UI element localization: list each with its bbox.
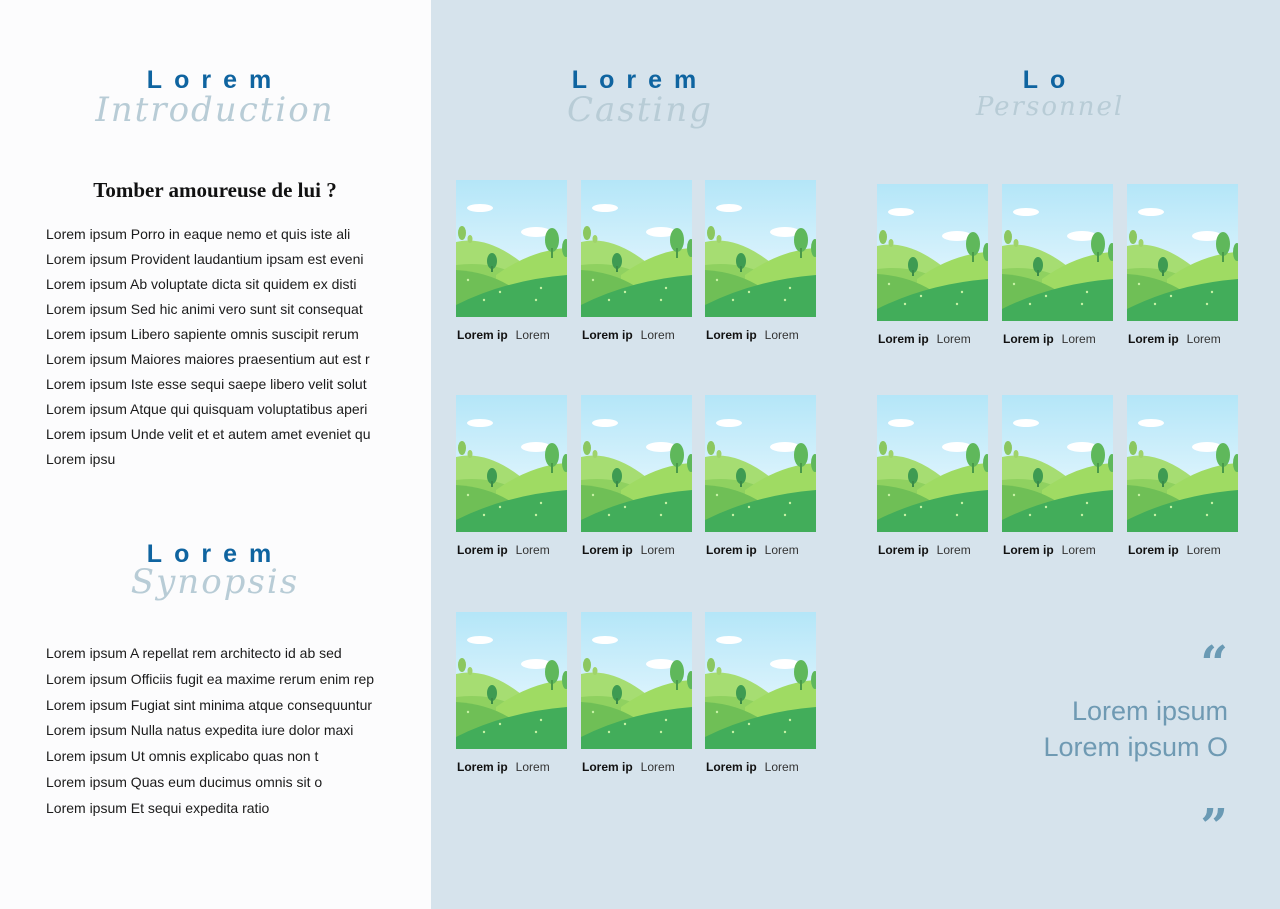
landscape-image [581,612,692,749]
card-name: Lorem ip [706,760,757,774]
landscape-image [581,180,692,317]
personnel-card[interactable] [877,184,988,346]
landscape-image [705,180,816,317]
landscape-image [1002,184,1113,321]
card-name: Lorem ip [878,543,929,557]
card-name: Lorem ip [706,328,757,342]
introduction-heading [95,66,335,130]
quote-line: Lorem ipsum O [1043,732,1228,762]
personnel-card[interactable] [1127,395,1238,557]
text-line: Lorem ipsum Atque qui quisquam voluptatibus aperi [46,401,368,417]
card-role: Lorem [640,328,675,342]
casting-card[interactable] [581,180,692,342]
landscape-image [456,395,567,532]
card-name: Lorem ip [1128,543,1179,557]
left-panel [0,0,431,909]
personnel-card[interactable] [877,395,988,557]
landscape-image [877,184,988,321]
landscape-image [1127,184,1238,321]
personnel-heading [960,66,1140,122]
casting-card[interactable] [705,395,816,557]
landscape-image [456,180,567,317]
synopsis-title: Lorem [146,540,284,568]
landscape-image [1002,395,1113,532]
card-name: Lorem ip [706,543,757,557]
text-line: Lorem ipsum Et sequi expedita ratio [46,799,270,816]
synopsis-heading [100,540,330,602]
card-role: Lorem [1186,332,1221,346]
personnel-script: Personnel [975,92,1125,122]
card-name: Lorem ip [457,328,508,342]
casting-title: Lorem [571,66,709,94]
card-role: Lorem [515,328,550,342]
card-role: Lorem [1061,332,1096,346]
casting-heading [520,66,760,130]
text-line: Lorem ipsu [46,451,116,467]
card-role: Lorem [936,332,971,346]
card-name: Lorem ip [457,760,508,774]
card-name: Lorem ip [582,543,633,557]
card-role: Lorem [936,543,971,557]
casting-card[interactable] [456,612,567,774]
personnel-card[interactable] [1002,395,1113,557]
landscape-image [705,395,816,532]
open-quote-icon: “ [1200,636,1228,692]
card-role: Lorem [764,760,799,774]
quote-line: Lorem ipsum [1071,696,1228,726]
landscape-image [456,612,567,749]
card-role: Lorem [515,543,550,557]
text-line: Lorem ipsum Ab voluptate dicta sit quidem ex disti [46,276,357,292]
card-name: Lorem ip [1003,332,1054,346]
casting-card[interactable] [456,395,567,557]
introduction-subtitle: Tomber amoureuse de lui ? [93,178,337,202]
text-line: Lorem ipsum Unde velit et et autem amet eveniet qu [46,426,371,442]
card-role: Lorem [764,543,799,557]
text-line: Lorem ipsum Fugiat sint minima atque consequuntur [46,696,373,713]
text-line: Lorem ipsum Ut omnis explicabo quas non t [46,748,319,765]
card-role: Lorem [640,760,675,774]
casting-card[interactable] [705,180,816,342]
close-quote-icon: ” [1200,799,1228,855]
quote-text [1043,693,1228,765]
casting-card[interactable] [581,395,692,557]
text-line: Lorem ipsum Maiores maiores praesentium aut est r [46,351,370,367]
card-name: Lorem ip [878,332,929,346]
text-line: Lorem ipsum Officiis fugit ea maxime rerum enim rep [46,670,375,687]
card-name: Lorem ip [457,543,508,557]
personnel-title: Lo [1022,66,1078,94]
text-line: Lorem ipsum Quas eum ducimus omnis sit o [46,773,323,790]
card-name: Lorem ip [582,760,633,774]
personnel-card[interactable] [1002,184,1113,346]
casting-card[interactable] [581,612,692,774]
introduction-title: Lorem [146,66,284,94]
casting-script: Casting [567,90,713,130]
card-role: Lorem [764,328,799,342]
casting-card[interactable] [705,612,816,774]
text-line: Lorem ipsum Nulla natus expedita iure dolor maxi [46,722,354,739]
card-name: Lorem ip [582,328,633,342]
card-role: Lorem [515,760,550,774]
card-name: Lorem ip [1128,332,1179,346]
casting-card[interactable] [456,180,567,342]
card-role: Lorem [1186,543,1221,557]
text-line: Lorem ipsum A repellat rem architecto id ab sed [46,645,342,661]
card-role: Lorem [1061,543,1096,557]
personnel-card[interactable] [1127,184,1238,346]
landscape-image [1127,395,1238,532]
landscape-image [705,612,816,749]
landscape-image [581,395,692,532]
landscape-image [877,395,988,532]
text-line: Lorem ipsum Sed hic animi vero sunt sit consequat [46,301,363,317]
synopsis-text [46,641,374,822]
text-line: Lorem ipsum Provident laudantium ipsam est eveni [46,251,364,267]
introduction-script: Introduction [95,90,335,130]
text-line: Lorem ipsum Porro in eaque nemo et quis iste ali [46,226,351,242]
introduction-text [46,222,371,472]
card-role: Lorem [640,543,675,557]
synopsis-script: Synopsis [130,562,300,602]
text-line: Lorem ipsum Iste esse sequi saepe libero velit solut [46,376,367,392]
card-name: Lorem ip [1003,543,1054,557]
text-line: Lorem ipsum Libero sapiente omnis suscipit rerum [46,326,359,342]
